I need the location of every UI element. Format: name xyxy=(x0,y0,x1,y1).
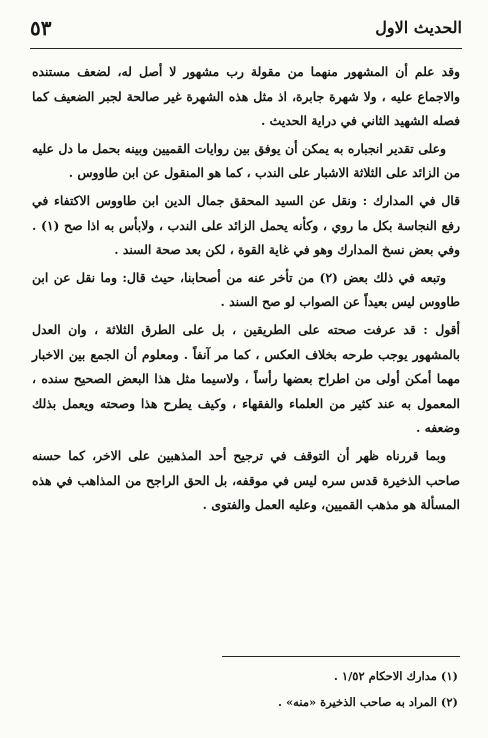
footnote: (١) مدارك الاحكام ١/٥٢ . xyxy=(333,669,458,683)
paragraph: وقد علم أن المشهور منهما من مقولة رب مشهور لا أصل له، لضعف مستنده والاجماع عليه ، ولا شهرة جابرة، اذ مثل هذه الشهرة غير صالحة لجبر الضعيف كما فصله الشهيد الثاني في دراية الحديث . xyxy=(32,64,460,129)
header-rule xyxy=(30,48,462,49)
running-header xyxy=(30,16,462,44)
paragraph: وعلى تقدير انجباره به يمكن أن يوفق بين روايات القميين وبينه بحمل ما دل عليه من الزائد على الثلاثة الاشبار على الندب ، كما هو المنقول عن ابن طاووس . xyxy=(32,140,460,181)
paragraph: وتبعه في ذلك بعض (٢) من تأخر عنه من أصحابنا، حيث قال: وما نقل عن ابن طاووس ليس بعيداً عن الصواب لو صح السند . xyxy=(32,269,460,310)
chapter-title: الحديث الاول xyxy=(375,18,462,37)
footnotes xyxy=(200,663,458,715)
footnote-rule xyxy=(222,656,460,657)
footnote: (٢) المراد به صاحب الذخيرة «منه» . xyxy=(277,695,458,709)
paragraph: قال في المدارك : ونقل عن السيد المحقق جمال الدين ابن طاووس الاكتفاء في رفع النجاسة بكل ما روي ، وكأنه يحمل الزائد على الندب ، ولابأس به اذا صح (١) . وفي بعض نسخ المدارك وهو في غاية القوة ، لكن بعد صحة السند . xyxy=(32,192,460,258)
paragraph: وبما قررناه ظهر أن التوقف في ترجيح أحد المذهبين على الاخر، كما حسنه صاحب الذخيرة قدس سره ليس في موقفه، بل الحق الراجح من المذاهب في هذه المسألة هو مذهب القميين، وعليه العمل والفتوى . xyxy=(32,447,460,513)
main-text xyxy=(32,60,460,518)
page-number: ٥٣ xyxy=(30,16,52,40)
paragraph: أقول : قد عرفت صحته على الطريقين ، بل على الطرق الثلاثة ، وان العدل بالمشهور يوجب طرحه بخلاف العكس ، كما مر آنفاً . ومعلوم أن الجمع بين الاخبار مهما أمكن أولى من اطراح بعضها رأساً ، ولاسيما مثل هذا البعض الصحيح سنده ، المعمول به عند كثير من العلماء والفقهاء ، وكيف يطرح هذا وصحته ويعمل بذلك وضعفه . xyxy=(32,321,460,436)
